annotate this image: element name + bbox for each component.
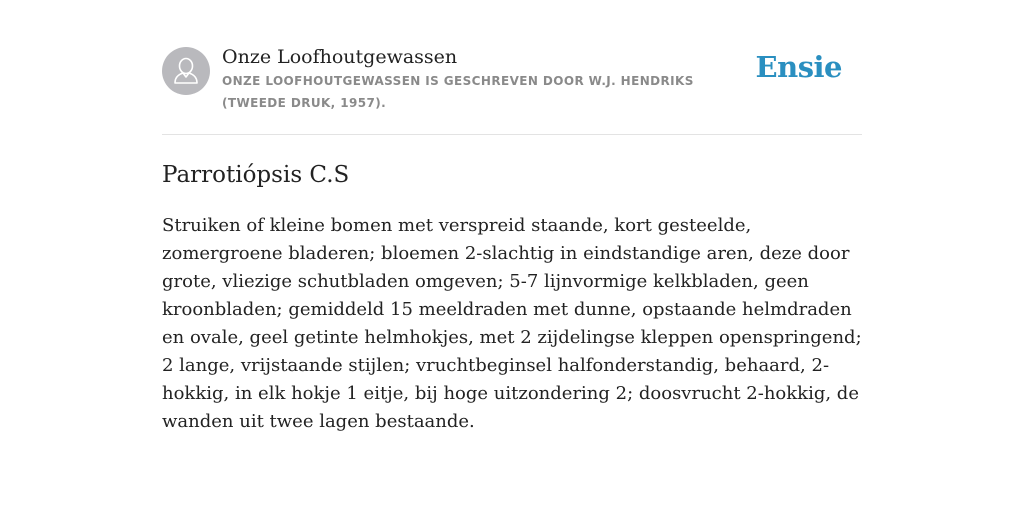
source-info bbox=[222, 44, 762, 114]
entry-title: Parrotiópsis C.S bbox=[162, 162, 350, 188]
source-title[interactable]: Onze Loofhoutgewassen bbox=[222, 46, 458, 68]
ensie-logo[interactable]: Ensie bbox=[755, 50, 842, 84]
entry-body: Struiken of kleine bomen met verspreid staande, kort gesteelde, zomergroene bladeren; bloemen 2-slachtig in eindstandige aren, deze door grote, vliezige schutbladen omgeven; 5-7 lijnvormige kelkbladen, geen kroonbladen; gemiddeld 15 meeldraden met dunne, opstaande helmdraden en ovale, geel getinte helmhokjes, met 2 zijdelingse kleppen openspringend; 2 lange, vrijstaande stijlen; vruchtbeginsel halfonderstandig, behaard, 2-hokkig, in elk hokje 1 eitje, bij hoge uitzondering 2; doosvrucht 2-hokkig, de wanden uit twee lagen bestaande. bbox=[162, 215, 862, 432]
source-header bbox=[162, 0, 862, 135]
page-content bbox=[162, 0, 862, 432]
avatar bbox=[162, 47, 210, 95]
source-description: ONZE LOOFHOUTGEWASSEN IS GESCHREVEN DOOR W.J. HENDRIKS (TWEEDE DRUK, 1957). bbox=[222, 74, 694, 110]
user-icon bbox=[162, 47, 210, 95]
